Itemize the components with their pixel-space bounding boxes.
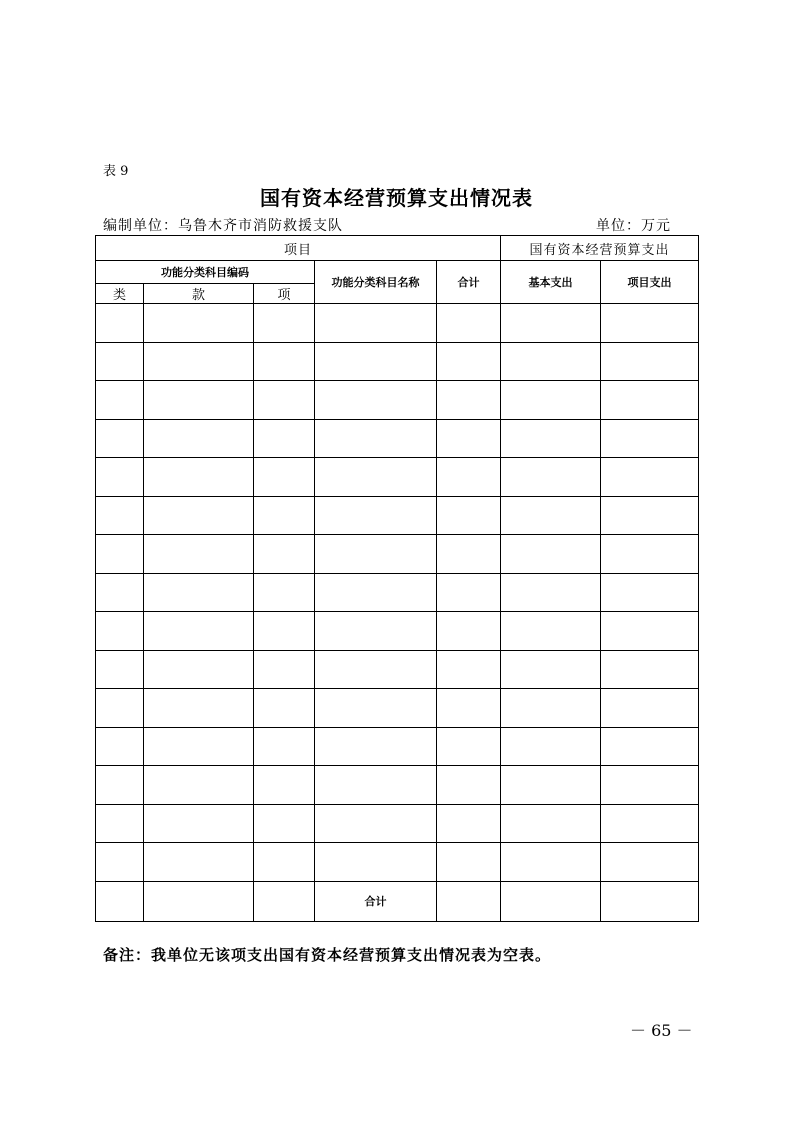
table-cell [254,342,315,381]
table-row [96,535,699,574]
table-cell [437,689,501,728]
table-cell [501,650,601,689]
table-cell [315,689,437,728]
table-cell [437,843,501,882]
table-cell [144,573,254,612]
table-cell [96,804,144,843]
table-cell [501,881,601,921]
table-cell [96,573,144,612]
table-cell [501,804,601,843]
table-cell [315,535,437,574]
table-row [96,381,699,420]
table-cell [254,612,315,651]
table-cell [601,458,699,497]
table-cell [96,342,144,381]
total-row [96,881,699,921]
table-cell [437,573,501,612]
table-cell [501,612,601,651]
expenditure-table [95,235,699,922]
header-lei: 类 [96,284,144,304]
currency-unit: 单位：万元 [596,218,671,234]
table-cell [315,342,437,381]
table-cell [96,766,144,805]
table-cell [144,881,254,921]
table-cell [315,496,437,535]
table-cell [315,419,437,458]
table-row [96,304,699,343]
table-cell [501,342,601,381]
table-row [96,843,699,882]
table-cell [144,650,254,689]
table-cell [315,650,437,689]
table-cell [601,419,699,458]
table-cell [501,381,601,420]
table-cell [96,496,144,535]
table-cell [144,612,254,651]
table-cell [437,381,501,420]
table-cell [315,304,437,343]
table-cell [437,804,501,843]
table-cell [601,766,699,805]
table-cell [144,496,254,535]
table-row [96,419,699,458]
table-cell [601,727,699,766]
table-cell [144,381,254,420]
table-cell [254,689,315,728]
table-cell [96,458,144,497]
table-cell [315,458,437,497]
table-cell [315,381,437,420]
table-cell [437,881,501,921]
table-cell [501,843,601,882]
table-cell [501,727,601,766]
table-cell [501,496,601,535]
table-cell [315,766,437,805]
table-cell [601,689,699,728]
table-label: 表 9 [103,164,129,179]
table-cell [601,342,699,381]
table-cell [144,843,254,882]
table-cell [315,727,437,766]
header-xiang: 项 [254,284,315,304]
table-cell [144,458,254,497]
table-cell [96,612,144,651]
table-cell [501,535,601,574]
table-row [96,342,699,381]
table-row [96,612,699,651]
table-row [96,458,699,497]
table-cell [254,419,315,458]
table-row [96,650,699,689]
table-cell [254,458,315,497]
table-cell [144,804,254,843]
table-cell [437,458,501,497]
table-row [96,766,699,805]
table-cell [601,496,699,535]
table-cell [254,304,315,343]
table-cell [601,843,699,882]
header-kuan: 款 [144,284,254,304]
table-cell [601,804,699,843]
header-project-exp: 项目支出 [601,261,699,304]
table-cell [144,689,254,728]
header-basic: 基本支出 [501,261,601,304]
table-cell [501,419,601,458]
header-row-1 [96,236,699,261]
table-cell [315,843,437,882]
table-cell [437,342,501,381]
table-cell [601,304,699,343]
table-cell [254,727,315,766]
table-cell [601,381,699,420]
table-cell [254,535,315,574]
table-cell [144,535,254,574]
table-cell [437,612,501,651]
table-cell [501,458,601,497]
table-cell [96,650,144,689]
table-cell [254,843,315,882]
total-row-label: 合计 [315,881,437,921]
table-cell [315,804,437,843]
table-cell [254,804,315,843]
header-total: 合计 [437,261,501,304]
table-cell [254,381,315,420]
table-cell [437,419,501,458]
table-cell [254,650,315,689]
header-func-code: 功能分类科目编码 [96,261,315,284]
table-cell [601,612,699,651]
table-cell [96,535,144,574]
table-cell [601,573,699,612]
table-cell [96,881,144,921]
table-cell [601,535,699,574]
header-soe-budget: 国有资本经营预算支出 [501,236,699,261]
remark-note: 备注：我单位无该项支出国有资本经营预算支出情况表为空表。 [103,946,552,964]
table-cell [144,766,254,805]
table-cell [501,766,601,805]
table-cell [437,727,501,766]
header-project: 项目 [96,236,501,261]
table-cell [254,766,315,805]
table-cell [144,342,254,381]
compiling-unit: 编制单位：乌鲁木齐市消防救援支队 [103,218,343,234]
table-cell [501,304,601,343]
table-cell [96,419,144,458]
page-number: － 65 － [630,1021,693,1040]
table-cell [601,650,699,689]
table-cell [96,689,144,728]
table-cell [501,689,601,728]
header-func-name: 功能分类科目名称 [315,261,437,304]
table-row [96,573,699,612]
table-row [96,689,699,728]
table-cell [501,573,601,612]
table-cell [315,573,437,612]
table-cell [96,381,144,420]
table-cell [437,535,501,574]
table-cell [437,496,501,535]
table-row [96,727,699,766]
table-cell [254,573,315,612]
table-cell [96,304,144,343]
table-cell [315,612,437,651]
table-cell [96,727,144,766]
table-row [96,496,699,535]
table-cell [437,304,501,343]
page-title: 国有资本经营预算支出情况表 [260,186,533,210]
table-row [96,804,699,843]
header-row-2 [96,261,699,284]
table-cell [144,419,254,458]
table-cell [144,727,254,766]
table-cell [437,766,501,805]
table-cell [254,496,315,535]
table-cell [437,650,501,689]
table-cell [144,304,254,343]
table-cell [254,881,315,921]
table-cell [601,881,699,921]
table-cell [96,843,144,882]
